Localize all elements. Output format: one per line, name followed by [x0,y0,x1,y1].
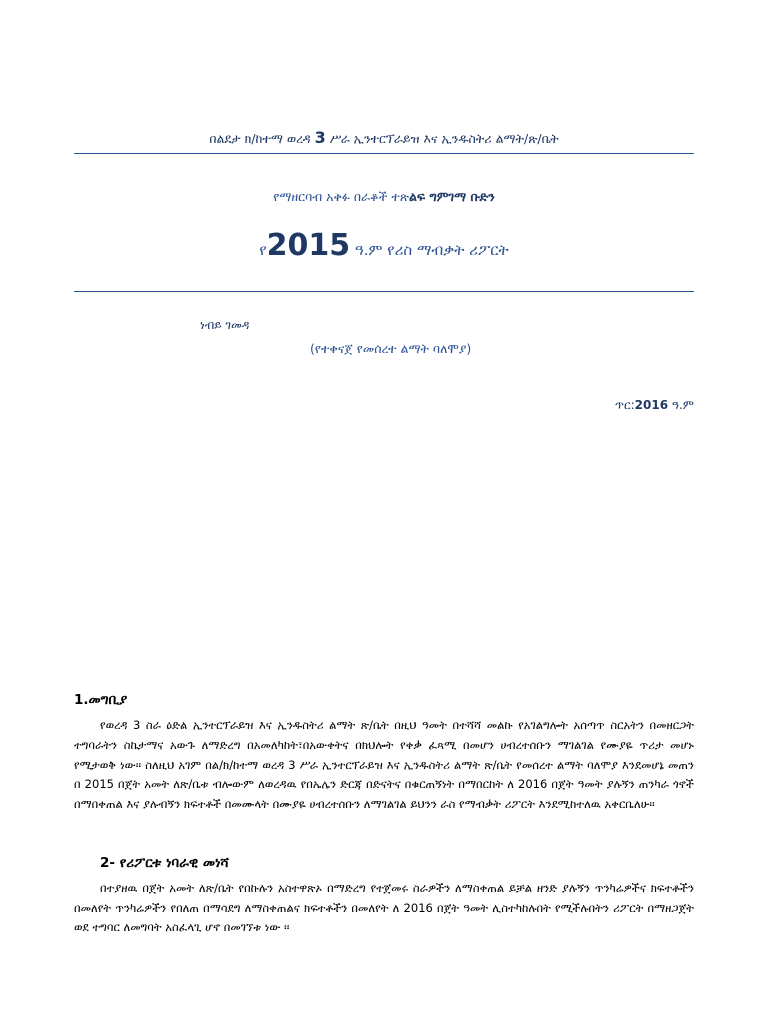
document-body [74,692,694,948]
author-name: ነብይ ገመዳ [200,318,250,332]
header-office-prefix: በልደታ ክ/ከተማ ወረዳ [209,131,315,146]
section-1-heading: 1.መግቢያ [74,692,128,708]
cover-subtitle-bold: ልፍ ግምገማ ቡድን [408,189,495,204]
document-date [615,398,694,413]
header-office-suffix: ሥራ ኢንተርፕራይዝ እና ኢንዱስትሪ ልማት/ጽ/ቤት [325,131,559,146]
cover-subtitle [74,188,694,206]
cover-main-title [74,228,694,264]
section-2-heading: 2- የሪፖርቱ ነባራዊ መነሻ [100,854,229,871]
cover-title-suffix: ዓ.ም የሪስ ማብቃት ሪፖርት [350,240,509,259]
cover-title-block [74,188,694,264]
cover-title-prefix: የ [259,240,267,259]
header-divider-bottom [74,291,694,292]
header-office-line [74,128,694,149]
section-1-paragraph-1: የወረዳ 3 ስራ ዕድል ኢንተርፕራይዝ እና ኢንዱስትሪ ልማት ጽ/ቤት በዚህ ዓመት በተሻሻ መልኩ የአገልግሎት አሰጣጥ ስርአትን በመዘርጋት ተግባራትን ስኬታማና አውጉ ለማድረግ በአመለካከት፣በአውቀትና በክህሎት የቀቃ ፈጻሚ በመሆን ሀብረተሰቡን ማገልገል የሙያዬ ጥሪታ መሆኑ የሚታወቅ ነው፡፡ ስለዚህ አገም በል/ክ/ከተማ ወረዳ 3 ሥራ ኢንተርፕራይዝ እና ኢንዱስትሪ ልማት ጽ/ቤት የመሰረተ ልማት ባለሞያ እንደመሆኔ መጠን በ 2015 በጀት አመት ለጽ/ቤቱ ብሎውም ለወረዳዉ የበኤሌን ድርጃ በድናትና በቁርጠኝነት በማበርከት ለ 2016 በጀት ዓመት ያሉኝን ጠንካራ ጎኖች በማበቀጠል እና ያሉብኝን ክፍተቶች በመሙላት በሙያዬ ሀብረተሰቡን ለማገልገል ይህንን ራስ የማብቃት ሪፖርት እንደሚከተለዉ አቀርቤለሁ፡፡ [74,718,694,812]
author-role-note: (የተቀናጀ የመሰረተ ልማት ባለሞያ) [310,341,472,356]
date-label: ጥር: [614,398,635,412]
date-value: 2016 [634,398,669,412]
section-spacer [74,825,694,839]
cover-title-year: 2015 [266,227,351,263]
date-suffix: ዓ.ም [668,398,694,412]
cover-subtitle-prefix: የማዘርባብ አቅፉ በራቆች ተጽ [273,189,409,204]
section-2-paragraph-1: በተያዘዉ በጀት አመት ለጽ/ቤት የበኩሉን አስተዋጽኦ በማድረግ የተጀመሩ ስራዎችን ለማስቀጠል ይቻል ዘንድ ያሉኝን ጥንካሬዎችና ክፍተቶችን በመለየት ጥንካሬዎችን የበለጠ በማሳደግ ለማስቀጠልና ክፍተቶችን በመለየት ለ 2016 በጀት ዓመት ሊስተካከሉበት የሚችሉበትን ሪፖርት በማዘጋጀት ወደ ተግባር ለመግባት አስፈላጊ ሆኖ በመገኘቱ ነው ፡፡ [74,880,694,935]
document-header [74,128,694,149]
header-woreda-number: 3 [314,128,326,147]
header-divider-top [74,153,694,154]
